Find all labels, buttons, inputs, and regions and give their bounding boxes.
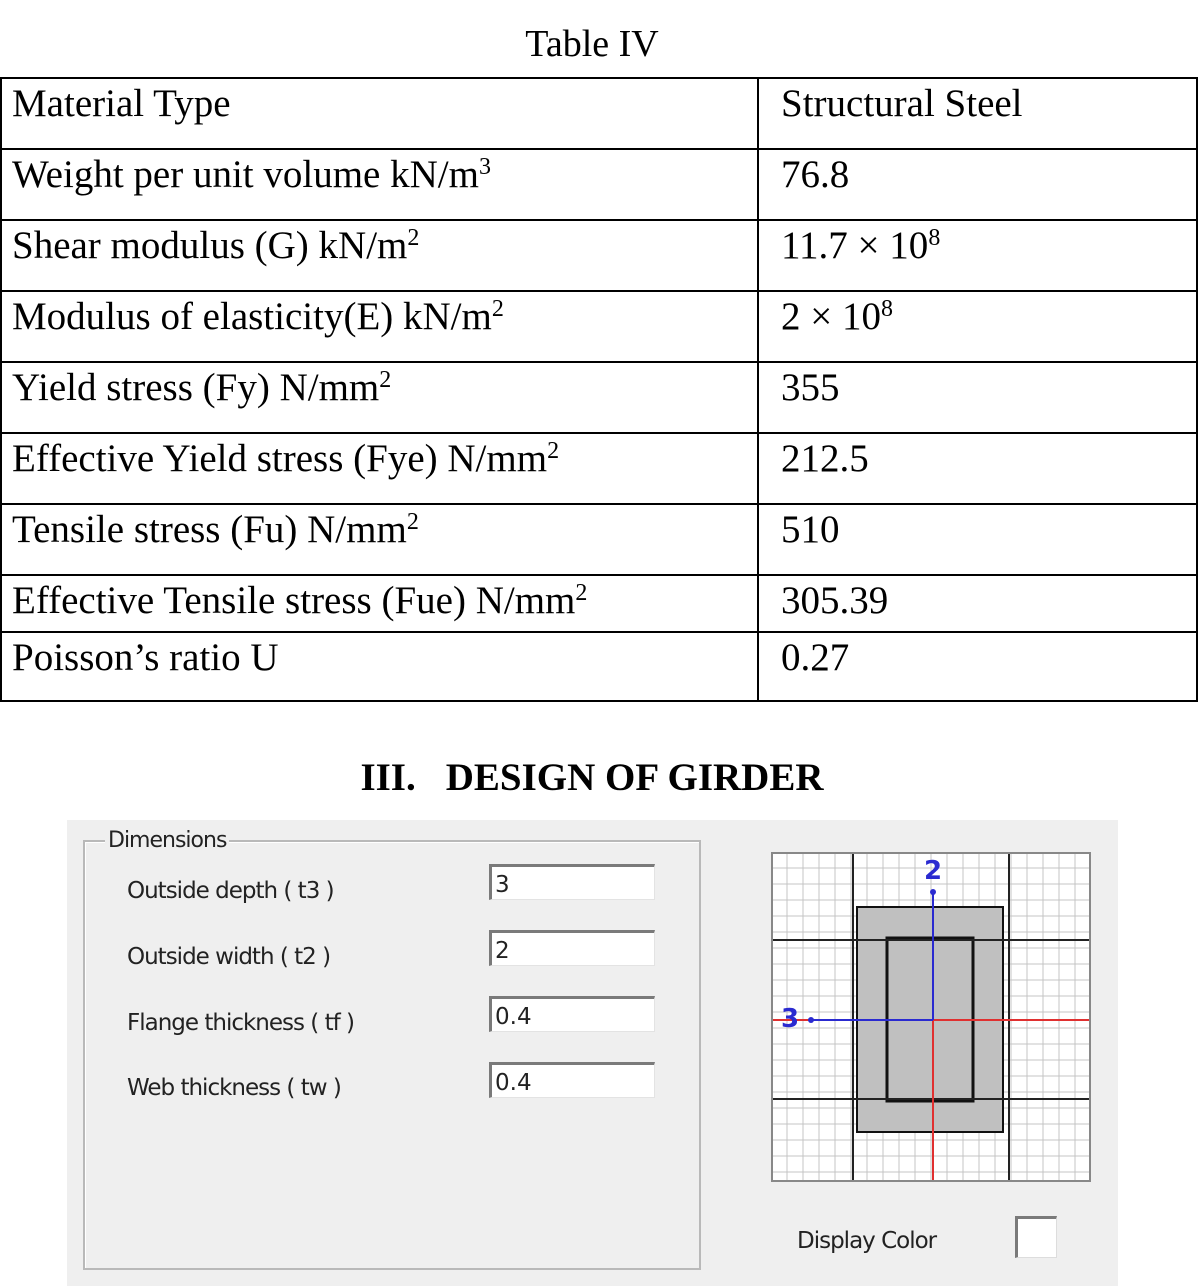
section-dimensions-dialog	[67, 820, 1118, 1286]
value-cell	[758, 632, 1197, 701]
property-cell	[1, 433, 758, 504]
property-value: Structural Steel	[781, 82, 1023, 125]
property-label: Modulus of elasticity(E) kN/m	[12, 295, 492, 338]
property-label: Weight per unit volume kN/m	[12, 153, 479, 196]
table-row	[1, 504, 1197, 575]
table-row	[1, 220, 1197, 291]
dimensions-groupbox	[83, 828, 701, 1270]
table-row	[1, 433, 1197, 504]
flange-thickness-label: Flange thickness ( tf )	[127, 1010, 354, 1036]
display-color-label: Display Color	[797, 1228, 937, 1254]
web-thickness-input[interactable]: 0.4	[489, 1062, 655, 1098]
value-cell	[758, 433, 1197, 504]
section-heading	[0, 755, 1184, 800]
property-cell	[1, 362, 758, 433]
property-value: 510	[781, 508, 840, 551]
section-preview-canvas	[771, 852, 1091, 1182]
property-value: 2 × 10	[781, 295, 881, 338]
unit-exponent: 2	[575, 580, 588, 606]
unit-exponent: 3	[478, 154, 491, 180]
property-value: 305.39	[781, 579, 889, 622]
property-value: 76.8	[781, 153, 850, 196]
value-cell	[758, 78, 1197, 149]
property-label: Shear modulus (G) kN/m	[12, 224, 408, 267]
value-exponent: 8	[881, 296, 893, 322]
property-label: Poisson’s ratio U	[12, 636, 279, 679]
table-row	[1, 362, 1197, 433]
property-value: 0.27	[781, 636, 850, 679]
value-exponent: 8	[928, 225, 941, 251]
table-row	[1, 632, 1197, 701]
property-cell	[1, 149, 758, 220]
table-row	[1, 149, 1197, 220]
unit-exponent: 2	[491, 296, 504, 322]
axis-3-label: 3	[781, 1004, 800, 1034]
value-cell	[758, 575, 1197, 632]
outside-width-input[interactable]: 2	[489, 930, 655, 966]
property-cell	[1, 575, 758, 632]
property-cell	[1, 220, 758, 291]
unit-exponent: 2	[407, 225, 420, 251]
table-caption: Table IV	[525, 23, 659, 65]
table-row	[1, 291, 1197, 362]
property-cell	[1, 632, 758, 701]
property-label: Effective Yield stress (Fye) N/mm	[12, 437, 548, 480]
display-color-swatch[interactable]	[1015, 1216, 1057, 1258]
property-cell	[1, 291, 758, 362]
value-cell	[758, 149, 1197, 220]
property-label: Material Type	[12, 82, 231, 125]
property-label: Tensile stress (Fu) N/mm	[12, 508, 407, 551]
property-label: Yield stress (Fy) N/mm	[12, 366, 380, 409]
table-row	[1, 575, 1197, 632]
unit-exponent: 2	[379, 367, 392, 393]
section-number: III.	[360, 756, 416, 799]
value-cell	[758, 291, 1197, 362]
value-cell	[758, 504, 1197, 575]
web-thickness-label: Web thickness ( tw )	[127, 1075, 341, 1101]
groupbox-title: Dimensions	[105, 828, 229, 853]
axis-2-label: 2	[924, 856, 943, 886]
section-title: DESIGN OF GIRDER	[445, 756, 824, 799]
value-cell	[758, 362, 1197, 433]
table-row	[1, 78, 1197, 149]
property-cell	[1, 78, 758, 149]
property-cell	[1, 504, 758, 575]
flange-thickness-input[interactable]: 0.4	[489, 996, 655, 1032]
value-cell	[758, 220, 1197, 291]
outside-depth-input[interactable]: 3	[489, 864, 655, 900]
property-value: 11.7 × 10	[781, 224, 929, 267]
unit-exponent: 2	[406, 509, 419, 535]
unit-exponent: 2	[547, 438, 560, 464]
property-label: Effective Tensile stress (Fue) N/mm	[12, 579, 576, 622]
outside-depth-label: Outside depth ( t3 )	[127, 878, 334, 904]
property-value: 212.5	[781, 437, 869, 480]
material-properties-table	[0, 77, 1198, 702]
outside-width-label: Outside width ( t2 )	[127, 944, 331, 970]
property-value: 355	[781, 366, 840, 409]
